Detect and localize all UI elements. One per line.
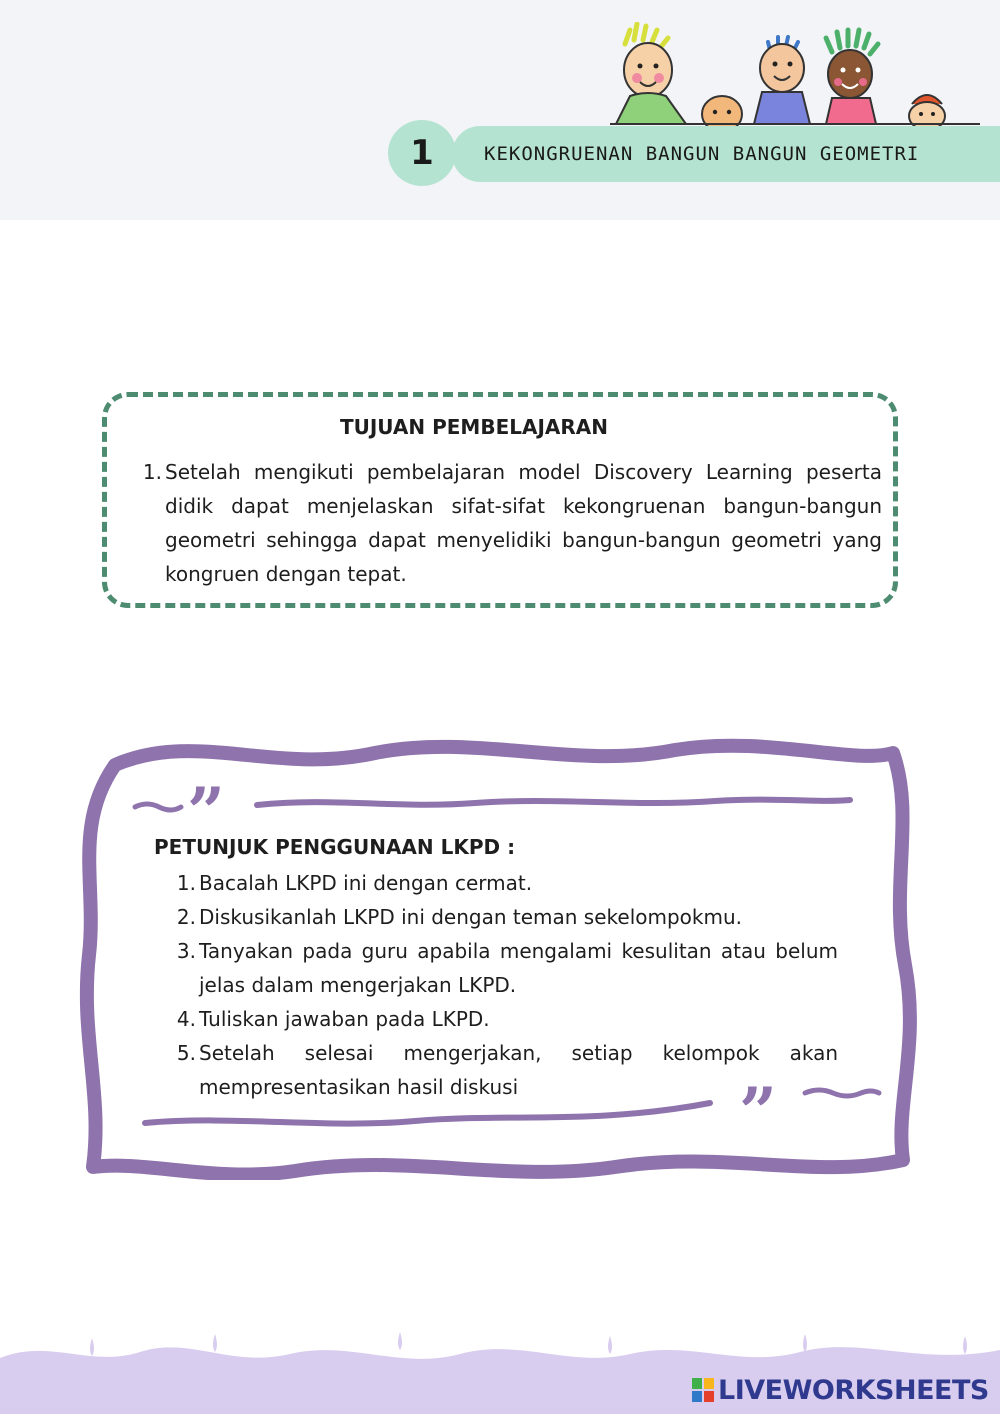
list-number: 1. <box>176 871 196 895</box>
kid-orange-head <box>702 96 742 127</box>
svg-text:”: ” <box>187 773 225 851</box>
instruction-item <box>160 866 838 900</box>
liveworksheets-logo-icon <box>692 1378 714 1402</box>
instruction-text: Bacalah LKPD ini dengan cermat. <box>199 871 533 895</box>
instructions-list <box>160 866 838 1104</box>
list-number: 1. <box>142 460 162 484</box>
list-number: 5. <box>176 1041 196 1065</box>
children-illustration <box>610 22 980 127</box>
instruction-item <box>160 1036 838 1104</box>
learning-goal-text: Setelah mengikuti pembelajaran model Discovery Learning peserta didik dapat menjelaskan sifat-sifat kekongruenan bangun-bangun geometri sehingga dapat menyelidiki bangun-bangun geometri yang kongruen dengan tepat. <box>165 460 882 586</box>
list-number: 4. <box>176 1007 196 1031</box>
chapter-number-badge: 1 <box>388 120 456 186</box>
chapter-title: KEKONGRUENAN BANGUN BANGUN GEOMETRI <box>484 143 920 165</box>
kid-green-hair <box>826 30 878 124</box>
chapter-title-bar <box>452 126 1000 182</box>
learning-goals-title: TUJUAN PEMBELAJARAN <box>339 415 609 439</box>
instruction-item <box>160 900 838 934</box>
learning-goal-item <box>142 455 882 591</box>
instructions-title: PETUNJUK PENGGUNAAN LKPD : <box>154 835 516 859</box>
instruction-item <box>160 1002 838 1036</box>
instruction-item <box>160 934 838 1002</box>
instruction-text: Tuliskan jawaban pada LKPD. <box>199 1007 490 1031</box>
list-number: 2. <box>176 905 196 929</box>
list-number: 3. <box>176 939 196 963</box>
liveworksheets-brand: LIVEWORKSHEETS <box>718 1374 989 1406</box>
learning-goals-list <box>142 455 882 591</box>
liveworksheets-logo[interactable] <box>692 1374 989 1406</box>
svg-text:”: ” <box>739 1073 777 1151</box>
kid-blue-hair <box>754 37 810 124</box>
kid-yellow-hair <box>616 24 686 124</box>
instruction-text: Tanyakan pada guru apabila mengalami kesulitan atau belum jelas dalam mengerjakan LKPD. <box>199 939 838 997</box>
instruction-text: Setelah selesai mengerjakan, setiap kelompok akan mempresentasikan hasil diskusi <box>199 1041 838 1099</box>
kid-red-hair <box>909 95 945 127</box>
learning-goals-box <box>102 392 898 608</box>
instruction-text: Diskusikanlah LKPD ini dengan teman sekelompokmu. <box>199 905 743 929</box>
